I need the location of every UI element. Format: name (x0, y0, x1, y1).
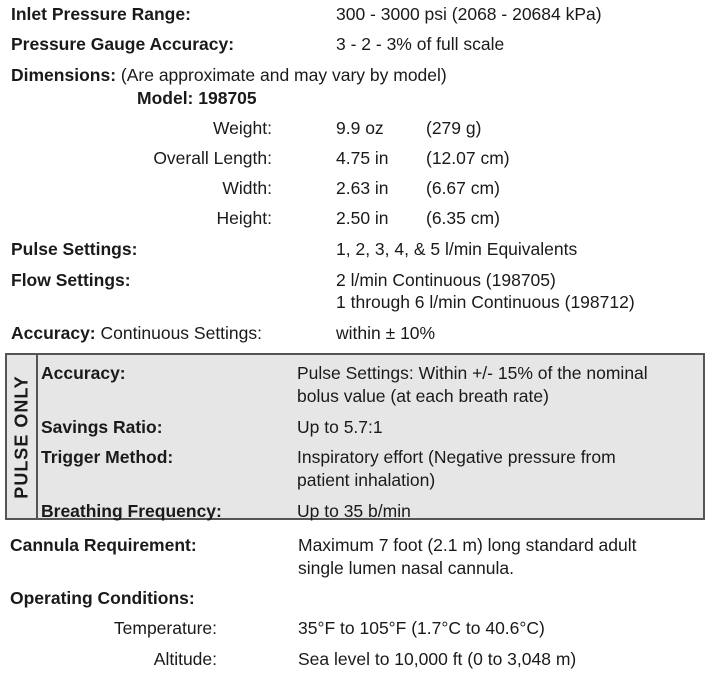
altitude-value: Sea level to 10,000 ft (0 to 3,048 m) (298, 649, 577, 669)
pulse-accuracy-value-1: Pulse Settings: Within +/- 15% of the nominal (297, 363, 648, 383)
accuracy-label: Accuracy: (11, 323, 96, 343)
width-metric: (6.67 cm) (426, 178, 500, 198)
operating-conditions-label: Operating Conditions: (10, 588, 195, 608)
trigger-method-value-2: patient inhalation) (297, 470, 436, 490)
accuracy-heading (11, 322, 262, 344)
breathing-frequency-value: Up to 35 b/min (297, 501, 411, 521)
height-label: Height: (216, 208, 272, 228)
temperature-value: 35°F to 105°F (1.7°C to 40.6°C) (298, 618, 545, 638)
gauge-accuracy-label: Pressure Gauge Accuracy: (11, 34, 235, 54)
breathing-frequency-label: Breathing Frequency: (41, 501, 222, 521)
pulse-only-sidebar (7, 355, 38, 518)
pulse-settings-value: 1, 2, 3, 4, & 5 l/min Equivalents (336, 239, 578, 259)
width-label: Width: (222, 178, 272, 198)
temperature-label: Temperature: (113, 618, 217, 638)
accuracy-value: within ± 10% (336, 323, 436, 343)
accuracy-sublabel: Continuous Settings: (100, 323, 263, 343)
cannula-value-2: single lumen nasal cannula. (298, 558, 514, 578)
trigger-method-label: Trigger Method: (41, 447, 174, 467)
weight-metric: (279 g) (426, 118, 482, 138)
length-label: Overall Length: (153, 148, 272, 168)
dimensions-label: Dimensions: (11, 65, 117, 85)
trigger-method-value-1: Inspiratory effort (Negative pressure from (297, 447, 616, 467)
altitude-label: Altitude: (153, 649, 217, 669)
weight-imperial: 9.9 oz (336, 118, 384, 138)
savings-ratio-value: Up to 5.7:1 (297, 417, 383, 437)
pulse-accuracy-value-2: bolus value (at each breath rate) (297, 386, 549, 406)
gauge-accuracy-value: 3 - 2 - 3% of full scale (336, 34, 505, 54)
pulse-settings-label: Pulse Settings: (11, 239, 138, 259)
height-metric: (6.35 cm) (426, 208, 500, 228)
flow-settings-value-2: 1 through 6 l/min Continuous (198712) (336, 292, 635, 312)
flow-settings-label: Flow Settings: (11, 270, 131, 290)
length-imperial: 4.75 in (336, 148, 389, 168)
width-imperial: 2.63 in (336, 178, 389, 198)
pulse-only-label: PULSE ONLY (11, 375, 32, 499)
model-label: Model: 198705 (137, 88, 257, 108)
inlet-pressure-value: 300 - 3000 psi (2068 - 20684 kPa) (336, 4, 602, 24)
cannula-label: Cannula Requirement: (10, 535, 197, 555)
cannula-value-1: Maximum 7 foot (2.1 m) long standard adult (298, 535, 637, 555)
flow-settings-value-1: 2 l/min Continuous (198705) (336, 270, 556, 290)
dimensions-heading (11, 64, 447, 86)
length-metric: (12.07 cm) (426, 148, 510, 168)
savings-ratio-label: Savings Ratio: (41, 417, 163, 437)
pulse-only-box (5, 353, 705, 520)
height-imperial: 2.50 in (336, 208, 389, 228)
weight-label: Weight: (212, 118, 272, 138)
inlet-pressure-label: Inlet Pressure Range: (11, 4, 191, 24)
pulse-accuracy-label: Accuracy: (41, 363, 126, 383)
dimensions-note: (Are approximate and may vary by model) (120, 65, 447, 85)
